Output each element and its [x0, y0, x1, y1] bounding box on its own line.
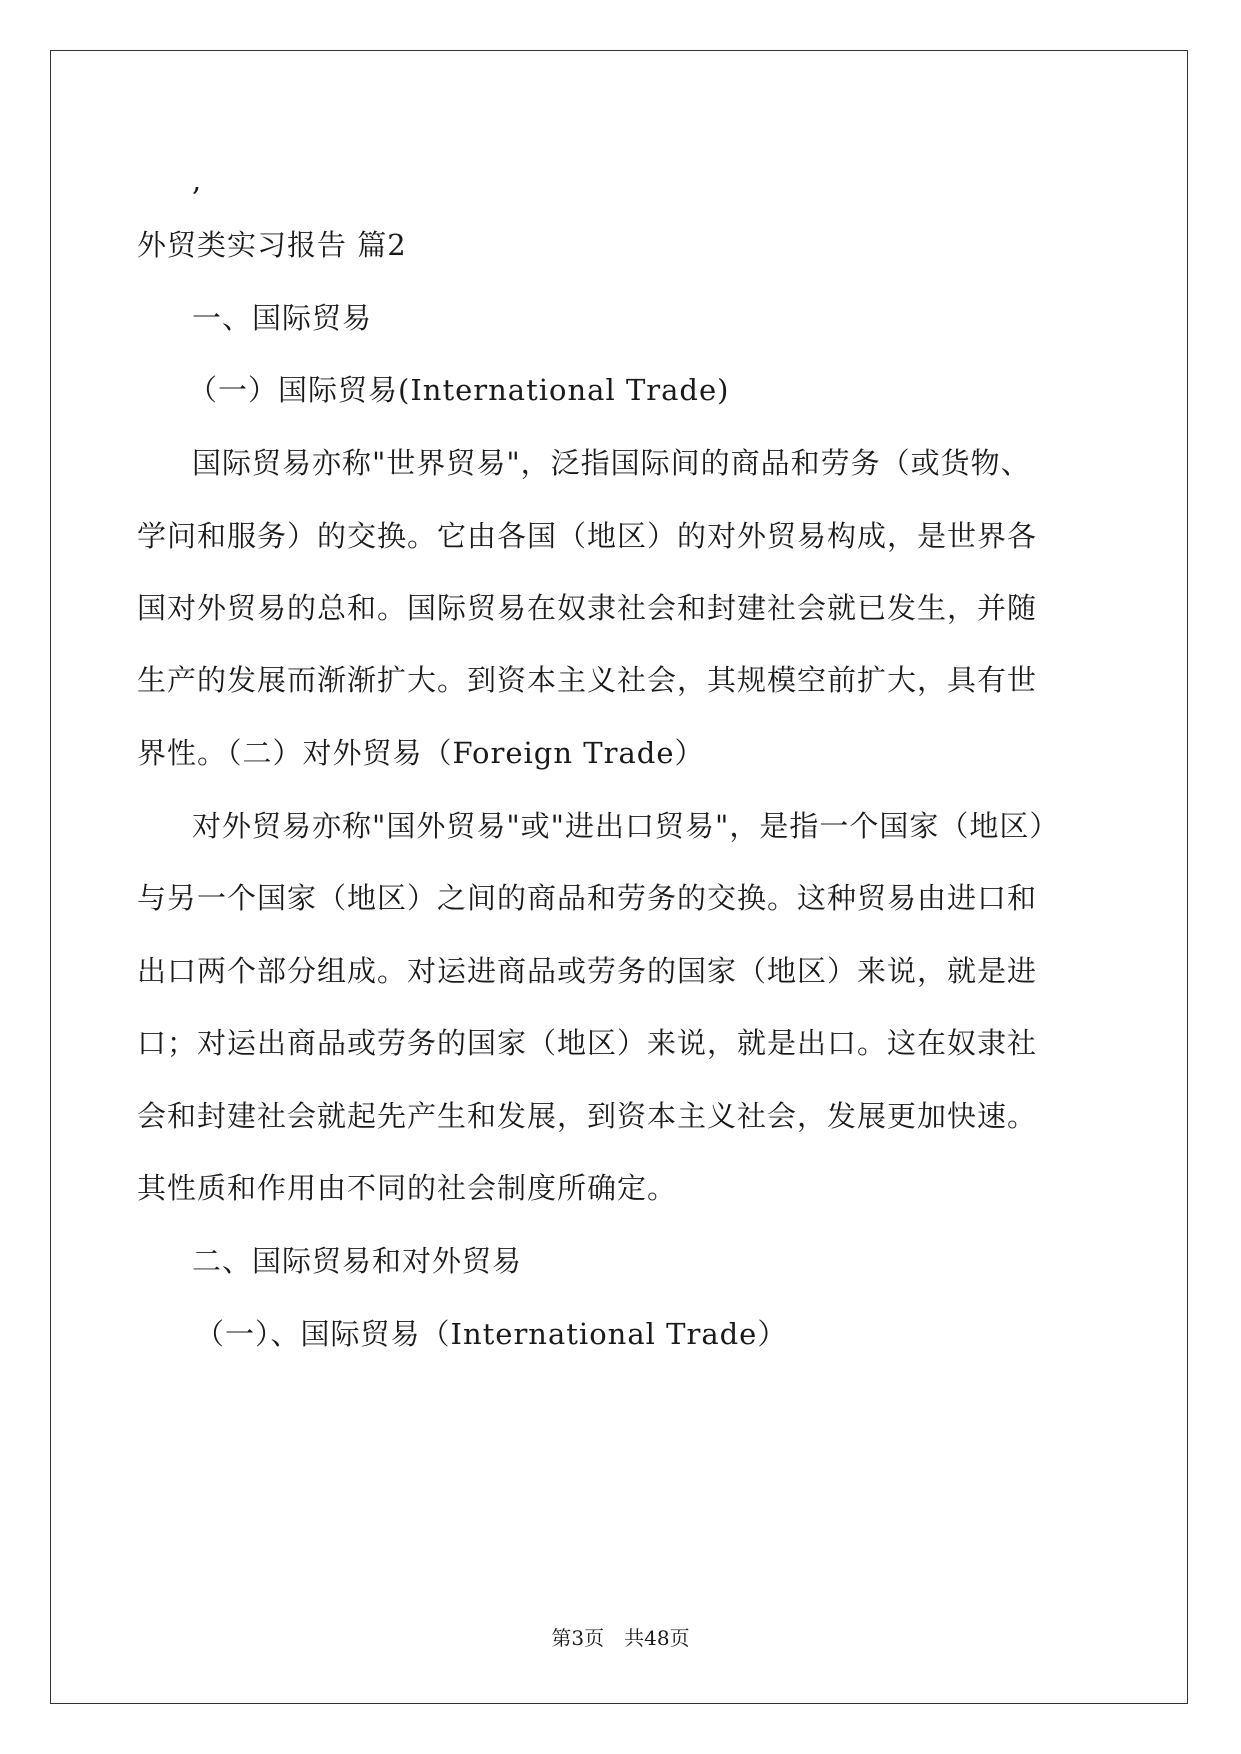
- heading-1: 一、国际贸易: [192, 301, 373, 335]
- paragraph-line: 学问和服务）的交换。它由各国（地区）的对外贸易构成，是世界各: [137, 519, 1038, 553]
- paragraph-line: 其性质和作用由不同的社会制度所确定。: [137, 1171, 678, 1205]
- paragraph-line: 出口两个部分组成。对运进商品或劳务的国家（地区）来说，就是进: [137, 954, 1038, 988]
- paragraph-line: 会和封建社会就起先产生和发展，到资本主义社会，发展更加快速。: [137, 1099, 1038, 1133]
- paragraph-line: 国对外贸易的总和。国际贸易在奴隶社会和封建社会就已发生，并随: [137, 591, 1038, 625]
- paragraph-line: 口；对运出商品或劳务的国家（地区）来说，就是出口。这在奴隶社: [137, 1026, 1038, 1060]
- subheading-1: （一）国际贸易(International Trade): [188, 373, 730, 407]
- stray-comma: ,: [192, 163, 203, 197]
- subheading-2: （一）、国际贸易（International Trade）: [195, 1317, 788, 1351]
- paragraph-line: 与另一个国家（地区）之间的商品和劳务的交换。这种贸易由进口和: [137, 881, 1038, 915]
- page-number-footer: 第3页 共48页: [551, 1626, 690, 1650]
- paragraph-line: 生产的发展而渐渐扩大。到资本主义社会，其规模空前扩大，具有世: [137, 663, 1038, 697]
- paragraph-line: 对外贸易亦称"国外贸易"或"进出口贸易"，是指一个国家（地区）: [192, 809, 1060, 843]
- paragraph-line: 国际贸易亦称"世界贸易"，泛指国际间的商品和劳务（或货物、: [192, 446, 1031, 480]
- heading-2: 二、国际贸易和对外贸易: [192, 1244, 523, 1278]
- paragraph-line: 界性。（二）对外贸易（Foreign Trade）: [137, 736, 705, 770]
- section-title: 外贸类实习报告 篇2: [137, 228, 407, 262]
